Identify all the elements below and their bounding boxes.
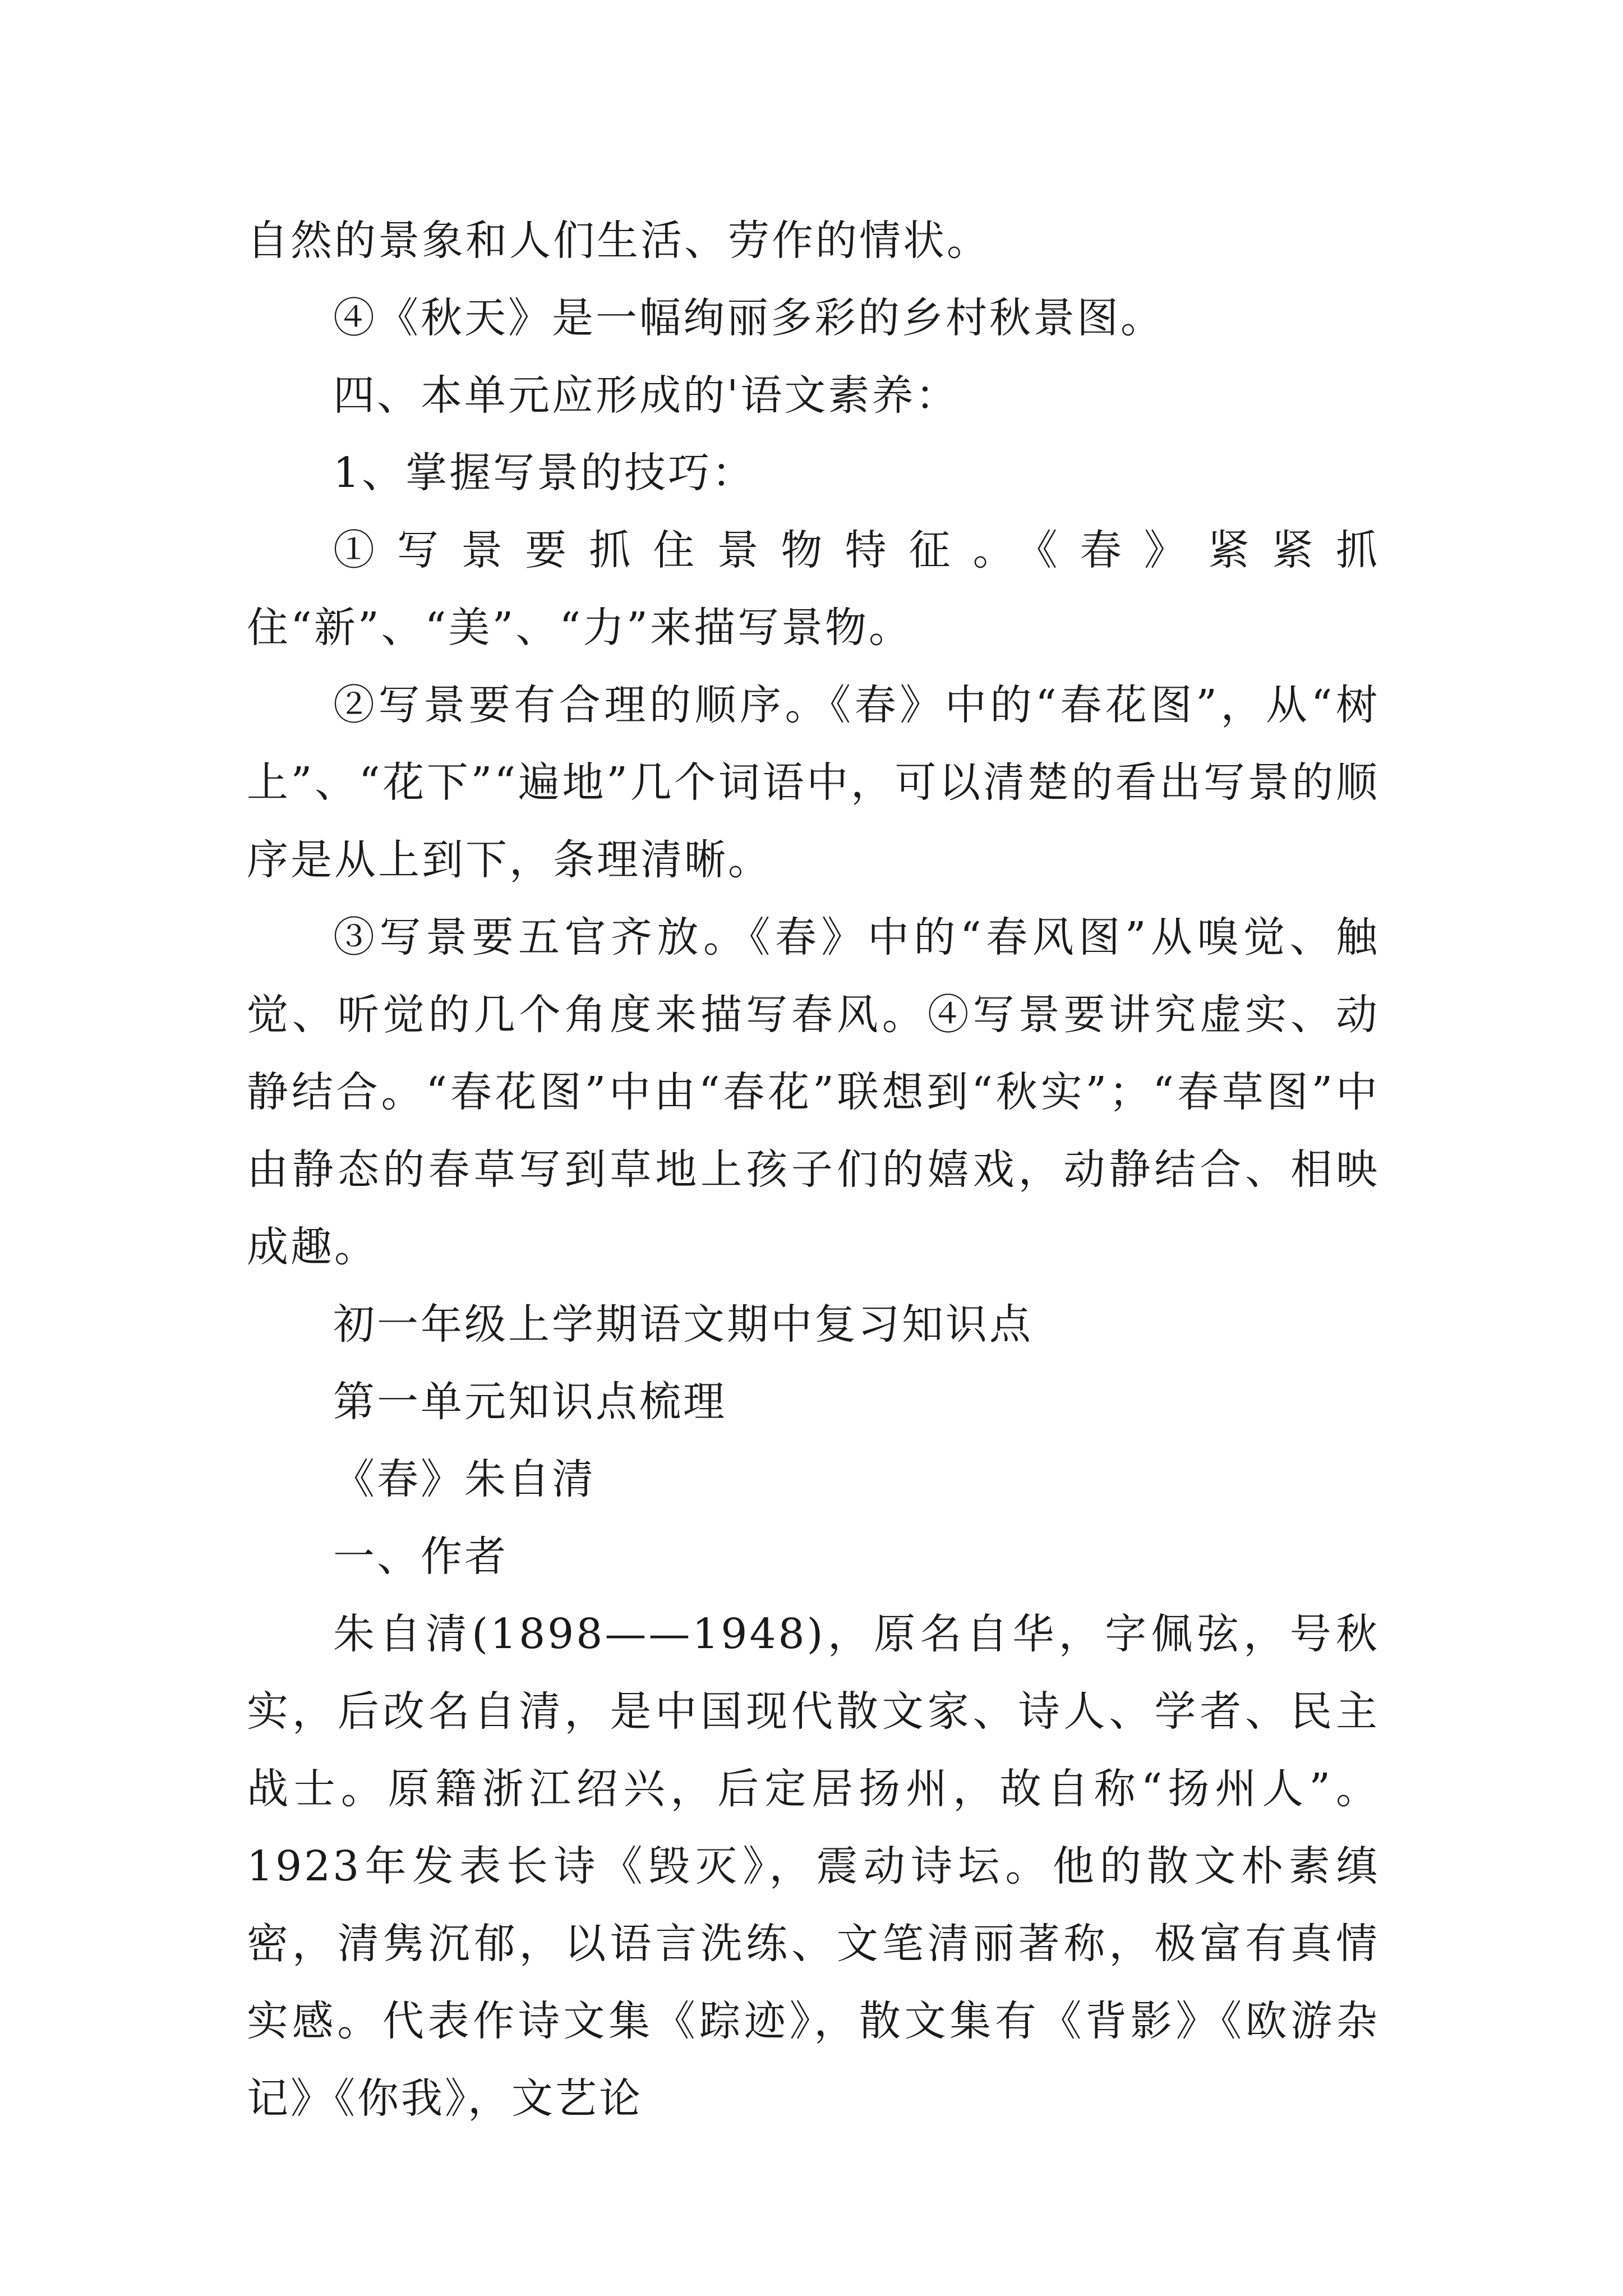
paragraph-7: ③写景要五官齐放。《春》中的“春风图”从嗅觉、触觉、听觉的几个角度来描写春风。④写景要讲究虚实、动静结合。“春花图”中由“春花”联想到“秋实”；“春草图”中由静态的春草写到草地上孩子们的嬉戏，动静结合、相映成趣。 [247, 913, 1380, 1271]
document-body [247, 202, 1380, 2137]
author-bio-paragraph: 朱自清(1898——1948)，原名自华，字佩弦，号秋实，后改名自清，是中国现代散文家、诗人、学者、民主战士。原籍浙江绍兴，后定居扬州，故自称“扬州人”。1923年发表长诗《毁灭》，震动诗坛。他的散文朴素缜密，清隽沉郁，以语言洗练、文笔清丽著称，极富有真情实感。代表作诗文集《踪迹》，散文集有《背影》《欧游杂记》《你我》，文艺论 [247, 1610, 1380, 2123]
paragraph-4: 1、掌握写景的技巧： [333, 449, 756, 497]
unit-heading: 第一单元知识点梳理 [333, 1378, 727, 1426]
paragraph-5: ①写景要抓住景物特征。《春》紧紧抓住“新”、“美”、“力”来描写景物。 [247, 526, 1380, 652]
lesson-title: 《春》朱自清 [333, 1455, 596, 1503]
paragraph-3: 四、本单元应形成的'语文素养： [333, 371, 960, 420]
section-heading: 初一年级上学期语文期中复习知识点 [333, 1300, 1033, 1349]
subsection-heading: 一、作者 [333, 1533, 508, 1581]
paragraph-6: ②写景要有合理的顺序。《春》中的“春花图”，从“树上”、“花下”“遍地”几个词语中，可以清楚的看出写景的顺序是从上到下，条理清晰。 [247, 681, 1380, 884]
paragraph-1: 自然的景象和人们生活、劳作的情状。 [247, 217, 990, 265]
paragraph-2: ④《秋天》是一幅绚丽多彩的乡村秋景图。 [333, 294, 1164, 342]
